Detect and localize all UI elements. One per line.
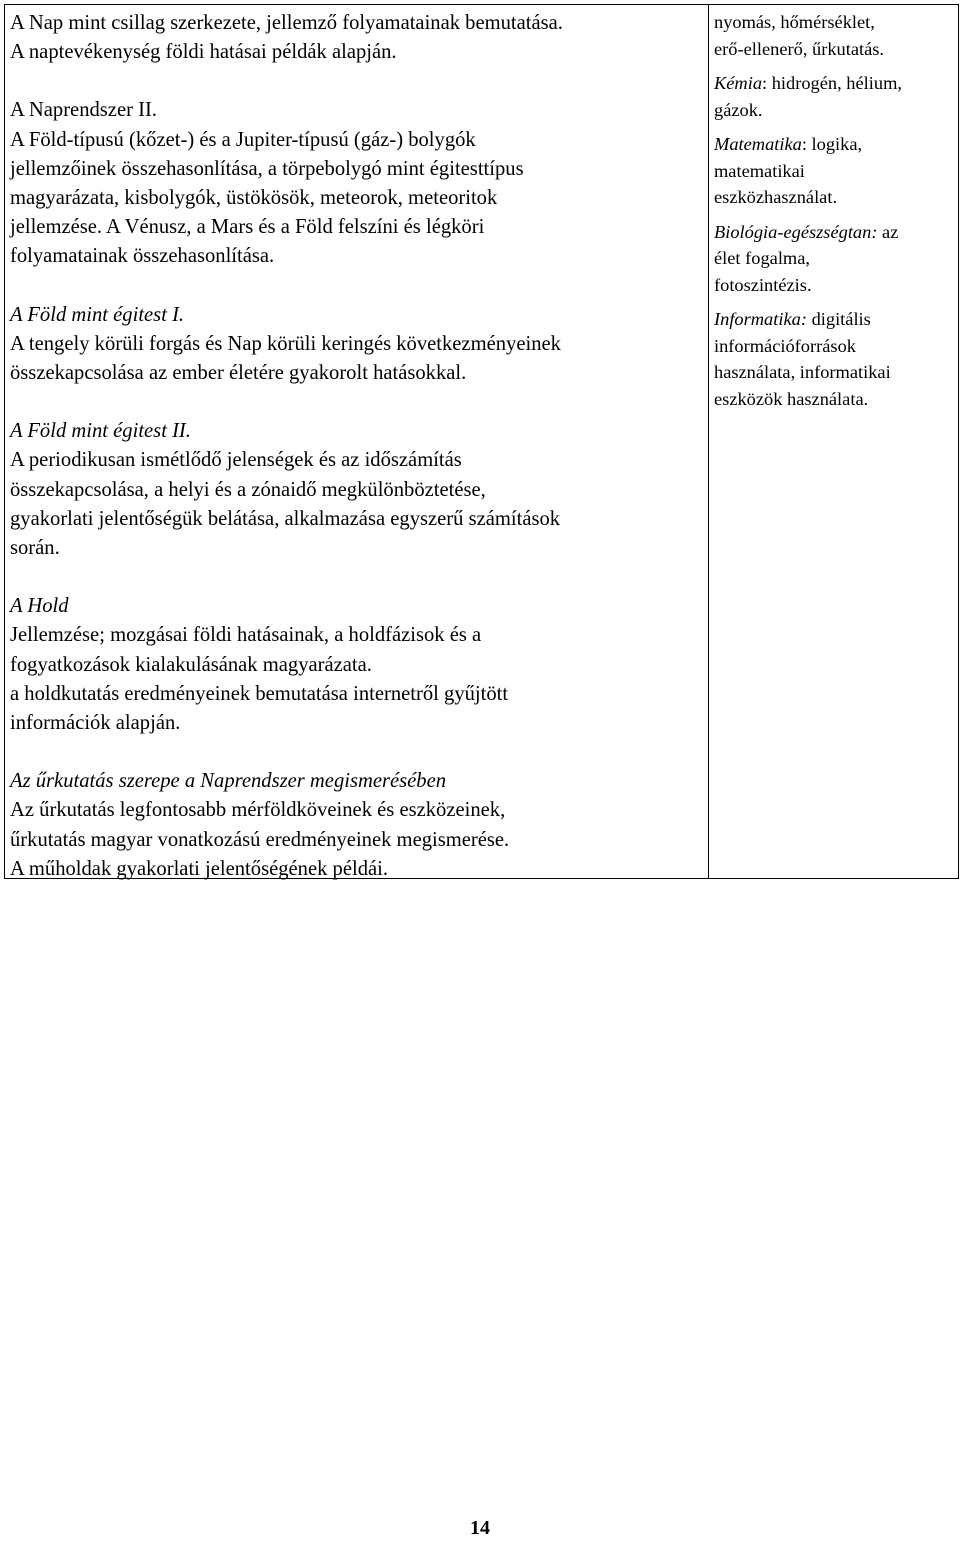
sun-section: [10, 9, 702, 67]
text-line: eszközök használata.: [714, 388, 869, 409]
text-line: Az űrkutatás legfontosabb mérföldköveinek és eszközeinek,: [10, 799, 506, 822]
math-connection: [714, 131, 954, 211]
physics-connection: [714, 9, 954, 62]
text-line: űrkutatás magyar vonatkozású eredményeinek megismerése.: [10, 828, 510, 851]
text-line: az: [877, 221, 899, 242]
text-line: fogyatkozások kialakulásának magyarázata.: [10, 653, 372, 676]
text-line: magyarázata, kisbolygók, üstökösök, meteorok, meteoritok: [10, 187, 498, 210]
text-line: nyomás, hőmérséklet,: [714, 12, 875, 32]
content-column: [5, 5, 709, 878]
section-heading: A Föld mint égitest I.: [10, 303, 185, 326]
text-line: A Föld-típusú (kőzet-) és a Jupiter-típusú (gáz-) bolygók: [10, 128, 476, 151]
text-line: A műholdak gyakorlati jelentőségének példái.: [10, 857, 389, 880]
text-line: matematikai: [714, 160, 805, 181]
subject-label: Kémia: [714, 73, 763, 93]
section-heading: Az űrkutatás szerepe a Naprendszer megismerésében: [10, 770, 447, 793]
text-line: erő-ellenerő, űrkutatás.: [714, 38, 885, 59]
text-line: összekapcsolása, a helyi és a zónaidő megkülönböztetése,: [10, 478, 486, 501]
text-line: gyakorlati jelentőségük belátása, alkalmazása egyszerű számítások: [10, 507, 561, 530]
text-line: összekapcsolása az ember életére gyakorolt hatásokkal.: [10, 362, 467, 385]
earth-celestial-1-section: [10, 301, 702, 389]
text-line: jellemzőinek összehasonlítása, a törpebolygó mint égitesttípus: [10, 157, 524, 180]
text-line: a holdkutatás eredményeinek bemutatása internetről gyűjtött: [10, 682, 509, 705]
section-heading: A Hold: [10, 595, 69, 618]
text-line: : logika,: [801, 134, 863, 154]
moon-section: [10, 592, 702, 738]
space-research-section: [10, 767, 702, 884]
informatics-connection: [714, 306, 954, 412]
biology-connection: [714, 219, 954, 299]
text-line: A periodikusan ismétlődő jelenségek és az időszámítás: [10, 449, 462, 472]
section-heading: A Naprendszer II.: [10, 99, 157, 122]
text-line: A naptevékenység földi hatásai példák alapján.: [10, 41, 397, 64]
text-line: folyamatainak összehasonlítása.: [10, 245, 275, 268]
solar-system-section: [10, 96, 702, 271]
subject-label: Informatika:: [714, 309, 807, 329]
text-line: Jellemzése; mozgásai földi hatásainak, a holdfázisok és a: [10, 624, 482, 647]
text-line: : hidrogén, hélium,: [762, 73, 902, 93]
text-line: fotoszintézis.: [714, 274, 812, 295]
text-line: jellemzése. A Vénusz, a Mars és a Föld felszíni és légköri: [10, 216, 485, 239]
text-line: eszközhasználat.: [714, 187, 838, 207]
chemistry-connection: [714, 70, 954, 123]
text-line: során.: [10, 537, 60, 560]
text-line: információforrások: [714, 335, 856, 356]
text-line: használata, informatikai: [714, 362, 891, 382]
subject-label: Matematika: [714, 134, 802, 154]
connections-column: [709, 5, 958, 878]
text-line: információk alapján.: [10, 712, 181, 735]
earth-celestial-2-section: [10, 417, 702, 563]
text-line: élet fogalma,: [714, 248, 810, 268]
subject-label: Biológia-egészségtan:: [714, 221, 878, 242]
text-line: A tengely körüli forgás és Nap körüli keringés következményeinek: [10, 332, 561, 355]
curriculum-table: [4, 4, 959, 879]
text-line: digitális: [806, 309, 871, 329]
section-heading: A Föld mint égitest II.: [10, 420, 191, 443]
page-number: 14: [470, 1517, 490, 1539]
text-line: gázok.: [714, 99, 763, 120]
text-line: A Nap mint csillag szerkezete, jellemző folyamatainak bemutatása.: [10, 12, 563, 34]
